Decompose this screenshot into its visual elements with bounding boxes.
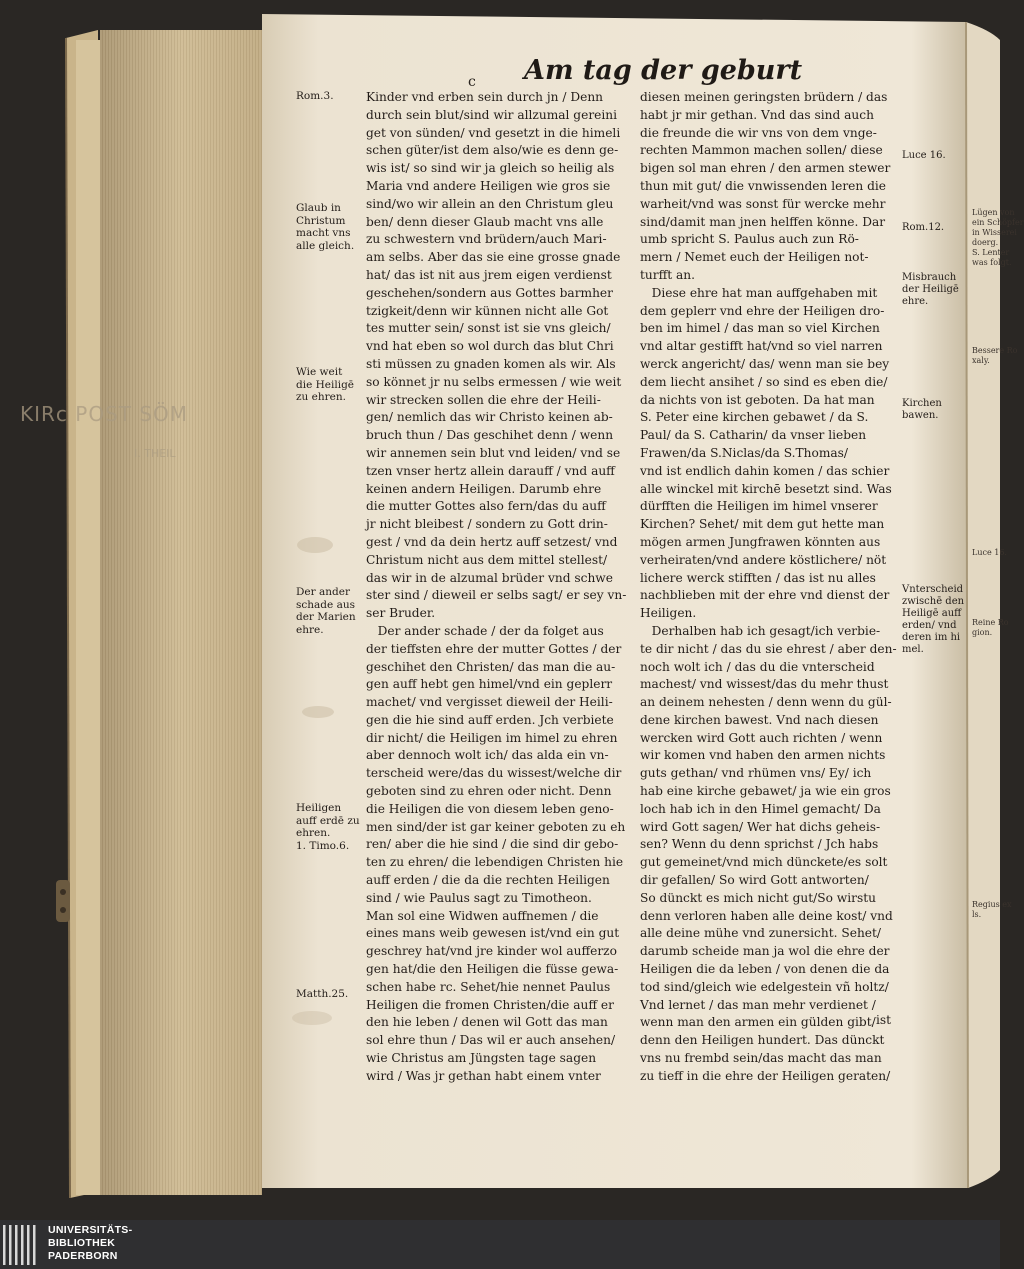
margin-note-matth25: Matth.25. bbox=[296, 988, 349, 1000]
text-column-right bbox=[640, 89, 902, 1083]
left-column-line: dir nicht/ die Heiligen im himel zu ehren bbox=[366, 730, 618, 745]
left-column-line: ben/ denn dieser Glaub macht vns alle bbox=[366, 214, 604, 229]
margin-note-vnterscheid: Vnterscheid zwischē den Heiligē auff erden/ vnd deren im hi mel. bbox=[902, 584, 965, 655]
right-column-line: vns nu frembd sein/das macht das man bbox=[640, 1051, 882, 1066]
margin-note-heiligen-auff-erden: Heiligen auff erdē zu ehren. 1. Timo.6. bbox=[296, 802, 360, 852]
right-column-line: Kirchen? Sehet/ mit dem gut hette man bbox=[640, 517, 885, 532]
right-column-line: dürfften die Heiligen im himel vnserer bbox=[640, 499, 878, 514]
left-column-line: gen/ nemlich das wir Christo keinen ab- bbox=[366, 410, 613, 425]
left-column-line: Maria vnd andere Heiligen wie gros sie bbox=[366, 178, 611, 193]
right-column-line: Derhalben hab ich gesagt/ich verbie- bbox=[640, 623, 881, 638]
right-column-line: werck angericht/ das/ wenn man sie bey bbox=[640, 356, 890, 371]
right-column-line: hab eine kirche gebawet/ ja wie ein gros bbox=[640, 784, 891, 799]
library-logo-icon bbox=[0, 1220, 44, 1269]
left-column-line: gest / vnd da dein hertz auff setzest/ vnd bbox=[366, 534, 618, 549]
left-column-line: die Heiligen die von diesem leben geno- bbox=[366, 801, 614, 816]
text-column-left bbox=[366, 89, 628, 1083]
margin-note-rom3: Rom.3. bbox=[296, 90, 334, 102]
left-column-line: vnd hat eben so wol durch das blut Chri bbox=[366, 339, 614, 354]
left-column-line: geschehen/sondern aus Gottes barmher bbox=[366, 285, 613, 300]
left-column-line: gen auff hebt gen himel/vnd ein geplerr bbox=[366, 677, 613, 692]
right-column-line: umb spricht S. Paulus auch zun Rö- bbox=[640, 232, 859, 247]
left-column-line: das wir in de alzumal brüder vnd schwe bbox=[366, 570, 613, 585]
left-column-line: men sind/der ist gar keiner geboten zu eh bbox=[366, 819, 626, 834]
left-column-line: terscheid were/das du wissest/welche dir bbox=[366, 766, 622, 781]
left-column-line: ten zu ehren/ die lebendigen Christen hie bbox=[366, 855, 624, 870]
library-name bbox=[48, 1224, 132, 1263]
right-column-line: So dünckt es mich nicht gut/So wirstu bbox=[640, 890, 876, 905]
margin-note-rom12: Rom.12. bbox=[902, 222, 945, 233]
next-page-note-5: Regius ex ls. bbox=[972, 900, 1012, 919]
right-column-line: nachblieben mit der ehre vnd dienst der bbox=[640, 588, 890, 603]
library-name-line: PADERBORN bbox=[48, 1250, 118, 1262]
left-column-line: schen güter/ist dem also/wie es denn ge- bbox=[366, 143, 619, 158]
left-column-line: geboten sind zu ehren oder nicht. Denn bbox=[366, 784, 612, 799]
left-column-line: wird / Was jr gethan habt einem vnter bbox=[366, 1068, 601, 1083]
right-column-line: vnd altar gestifft hat/vnd so viel narren bbox=[640, 339, 883, 354]
left-column-line: Der ander schade / der da folget aus bbox=[366, 623, 604, 638]
left-column-line: aber dennoch wolt ich/ das alda ein vn- bbox=[366, 748, 609, 763]
right-column-line: S. Peter eine kirchen gebawet / da S. bbox=[640, 410, 869, 425]
running-head: Am tag der geburt bbox=[524, 55, 803, 86]
right-column-line: die freunde die wir vns von dem vnge- bbox=[640, 125, 877, 140]
right-column-line: loch hab ich in den Himel gemacht/ Da bbox=[640, 801, 881, 816]
library-name-line: BIBLIOTHEK bbox=[48, 1237, 116, 1249]
right-column-line: machest/ vnd wissest/das du mehr thust bbox=[640, 677, 889, 692]
left-column-line: den hie leben / denen wil Gott das man bbox=[366, 1015, 608, 1030]
left-column-line: tzigkeit/denn wir künnen nicht alle Got bbox=[366, 303, 609, 318]
left-column-line: am selbs. Aber das sie eine grosse gnade bbox=[366, 250, 621, 265]
right-column-line: zu tieff in die ehre der Heiligen geraten/ bbox=[640, 1068, 891, 1083]
left-column-line: hat/ das ist nit aus jrem eigen verdienst bbox=[366, 267, 612, 282]
right-column-line: wenn man den armen ein gülden gibt/ bbox=[640, 1015, 876, 1030]
next-page-note-3: Luce 16. bbox=[972, 548, 1007, 557]
left-column-line: schen habe rc. Sehet/hie nennet Paulus bbox=[366, 979, 611, 994]
catchword: ist bbox=[876, 1013, 892, 1027]
right-column-line: Frawen/da S.Niclas/da S.Thomas/ bbox=[640, 445, 849, 460]
right-column-line: guts gethan/ vnd rhümen vns/ Ey/ ich bbox=[640, 766, 872, 781]
left-column-line: tes mutter sein/ sonst ist sie vns gleich/ bbox=[366, 321, 611, 336]
left-column-line: auff erden / die da die rechten Heiligen bbox=[366, 873, 610, 888]
spine-shelfmark-label: KIRᴄ POST SÖM bbox=[20, 402, 189, 426]
right-column-line: an deinem nehesten / denn wenn du gül- bbox=[640, 695, 892, 710]
left-column-line: wis ist/ so sind wir ja gleich so heilig als bbox=[366, 161, 615, 176]
left-column-line: die mutter Gottes also fern/das du auff bbox=[366, 499, 606, 514]
margin-note-misbrauch: Misbrauch der Heiligē ehre. bbox=[902, 272, 959, 307]
left-column-line: wir strecken sollen die ehre der Heili- bbox=[366, 392, 601, 407]
right-column-line: mern / Nemet euch der Heiligen not- bbox=[640, 250, 869, 265]
left-column-line: keinen andern Heiligen. Darumb ehre bbox=[366, 481, 602, 496]
right-column-line: alle winckel mit kirchē besetzt sind. Was bbox=[640, 481, 892, 496]
next-page-note-2: Bessere Ro xaly. bbox=[972, 346, 1018, 365]
right-column-line: Vnd lernet / das man mehr verdienet / bbox=[640, 997, 876, 1012]
left-column-line: der tieffsten ehre der mutter Gottes / der bbox=[366, 641, 622, 656]
right-column-line: denn den Heiligen hundert. Das dünckt bbox=[640, 1033, 885, 1048]
right-column-line: denn verloren haben alle deine kost/ vnd bbox=[640, 908, 893, 923]
left-column-line: Heiligen die fromen Christen/die auff er bbox=[366, 997, 614, 1012]
left-column-line: get von sünden/ vnd gesetzt in die himeli bbox=[366, 125, 621, 140]
right-column-line: dem geplerr vnd ehre der Heiligen dro- bbox=[640, 303, 885, 318]
right-column-line: mögen armen Jungfrawen könnten aus bbox=[640, 534, 881, 549]
right-column-line: darumb scheide man ja wol die ehre der bbox=[640, 944, 890, 959]
right-column-line: Heiligen. bbox=[640, 606, 697, 621]
right-column-line: thun mit gut/ die vnwissenden leren die bbox=[640, 178, 887, 193]
right-column-line: sind/damit man jnen helffen könne. Dar bbox=[640, 214, 886, 229]
right-column-line: wercken wird Gott auch richten / wenn bbox=[640, 730, 883, 745]
left-column-line: machet/ vnd vergisset dieweil der Heili- bbox=[366, 695, 613, 710]
left-column-line: durch sein blut/sind wir allzumal gereini bbox=[366, 107, 617, 122]
left-column-line: sti müssen zu gnaden komen als wir. Als bbox=[366, 356, 616, 371]
right-column-line: diesen meinen geringsten brüdern / das bbox=[640, 90, 888, 104]
left-column-line: Christum nicht aus dem mittel stellest/ bbox=[366, 552, 608, 567]
left-column-line: ren/ aber die hie sind / die sind dir gebo- bbox=[366, 837, 619, 852]
margin-note-kirchen-bawen: Kirchen bawen. bbox=[902, 398, 942, 421]
right-column-line: sen? Wenn du denn sprichst / Jch habs bbox=[640, 837, 879, 852]
right-column-line: dir gefallen/ So wird Gott antworten/ bbox=[640, 873, 869, 888]
left-column-line: sind/wo wir allein an den Christum gleu bbox=[366, 196, 614, 211]
right-column-line: ben im himel / das man so viel Kirchen bbox=[640, 321, 880, 336]
right-column-line: bigen sol man ehren / den armen stewer bbox=[640, 161, 891, 176]
left-column-line: ster sind / dieweil er selbs sagt/ er sey vn- bbox=[366, 588, 627, 603]
left-column-line: so könnet jr nu selbs ermessen / wie weit bbox=[366, 374, 622, 389]
margin-note-glaub: Glaub in Christum macht vns alle gleich. bbox=[296, 202, 355, 252]
left-column-line: eines mans weib gewesen ist/vnd ein gut bbox=[366, 926, 620, 941]
margin-note-wie-weit: Wie weit die Heiligē zu ehren. bbox=[296, 366, 355, 403]
left-column-line: sol ehre thun / Das wil er auch ansehen/ bbox=[366, 1033, 616, 1048]
right-column-line: rechten Mammon machen sollen/ diese bbox=[640, 143, 883, 158]
right-column-line: tod sind/gleich wie edelgestein vñ holtz/ bbox=[640, 979, 889, 994]
right-column-line: Paul/ da S. Catharin/ da vnser lieben bbox=[640, 428, 867, 443]
left-column-line: gen die hie sind auff erden. Jch verbiete bbox=[366, 712, 614, 727]
library-name-line: UNIVERSITÄTS- bbox=[48, 1224, 133, 1236]
margin-note-ander-schade: Der ander schade aus der Marien ehre. bbox=[296, 586, 356, 636]
right-column-line: alle deine mühe vnd zunersicht. Sehet/ bbox=[640, 926, 882, 941]
right-column-line: lichere werck stifften / das ist nu alles bbox=[640, 570, 876, 585]
left-column-line: tzen vnser hertz allein darauff / vnd auff bbox=[366, 463, 615, 478]
right-column-line: noch wolt ich / das du die vnterscheid bbox=[640, 659, 875, 674]
left-column-line: gen hat/die den Heiligen die füsse gewa- bbox=[366, 962, 619, 977]
right-column-line: te dir nicht / das du sie ehrest / aber den- bbox=[640, 641, 897, 656]
right-column-line: gut gemeinet/vnd mich dünckete/es solt bbox=[640, 855, 888, 870]
left-column-line: sind / wie Paulus sagt zu Timotheon. bbox=[366, 890, 592, 905]
right-column-line: turfft an. bbox=[640, 267, 695, 282]
right-column-line: Heiligen die da leben / von denen die da bbox=[640, 962, 890, 977]
next-page-note-4: Reine Ro gion. bbox=[972, 618, 1009, 637]
right-column-line: wir komen vnd haben den armen nichts bbox=[640, 748, 886, 763]
library-footer bbox=[0, 1220, 1000, 1269]
right-column-line: verheiraten/vnd andere köstlichere/ nöt bbox=[640, 552, 887, 567]
next-page-note-1: Lügen von ein Schöpfer in Wisserei doerg. S. Lenter was folgt. bbox=[972, 208, 1024, 267]
left-column-line: geschihet den Christen/ das man die au- bbox=[366, 659, 616, 674]
margin-note-luce16: Luce 16. bbox=[902, 150, 946, 161]
left-column-line: wie Christus am Jüngsten tage sagen bbox=[366, 1051, 597, 1066]
left-column-line: Kinder vnd erben sein durch jn / Denn bbox=[366, 90, 604, 104]
left-column-line: jr nicht bleibest / sondern zu Gott drin- bbox=[366, 517, 608, 532]
left-column-line: wir annemen sein blut vnd leiden/ vnd se bbox=[366, 445, 621, 460]
left-column-line: bruch thun / Das geschihet denn / wenn bbox=[366, 428, 614, 443]
right-column-line: dem liecht ansihet / so sind es eben die/ bbox=[640, 374, 888, 389]
right-column-line: Diese ehre hat man auffgehaben mit bbox=[640, 285, 878, 300]
right-column-line: warheit/vnd was sonst für wercke mehr bbox=[640, 196, 886, 211]
right-column-line: da nichts von ist geboten. Da hat man bbox=[640, 392, 875, 407]
left-column-line: geschrey hat/vnd jre kinder wol aufferzo bbox=[366, 944, 617, 959]
left-column-line: zu schwestern vnd brüdern/auch Mari- bbox=[366, 232, 607, 247]
column-marker: c bbox=[468, 74, 476, 90]
left-column-line: ser Bruder. bbox=[366, 606, 436, 621]
right-column-line: vnd ist endlich dahin komen / das schier bbox=[640, 463, 890, 478]
spine-shelfmark-sub: I. THEIL bbox=[134, 447, 176, 460]
right-column-line: habt jr mir gethan. Vnd das sind auch bbox=[640, 107, 874, 122]
left-column-line: Man sol eine Widwen auffnemen / die bbox=[366, 908, 599, 923]
right-column-line: wird Gott sagen/ Wer hat dichs geheis- bbox=[640, 819, 881, 834]
right-column-line: dene kirchen bawest. Vnd nach diesen bbox=[640, 712, 879, 727]
